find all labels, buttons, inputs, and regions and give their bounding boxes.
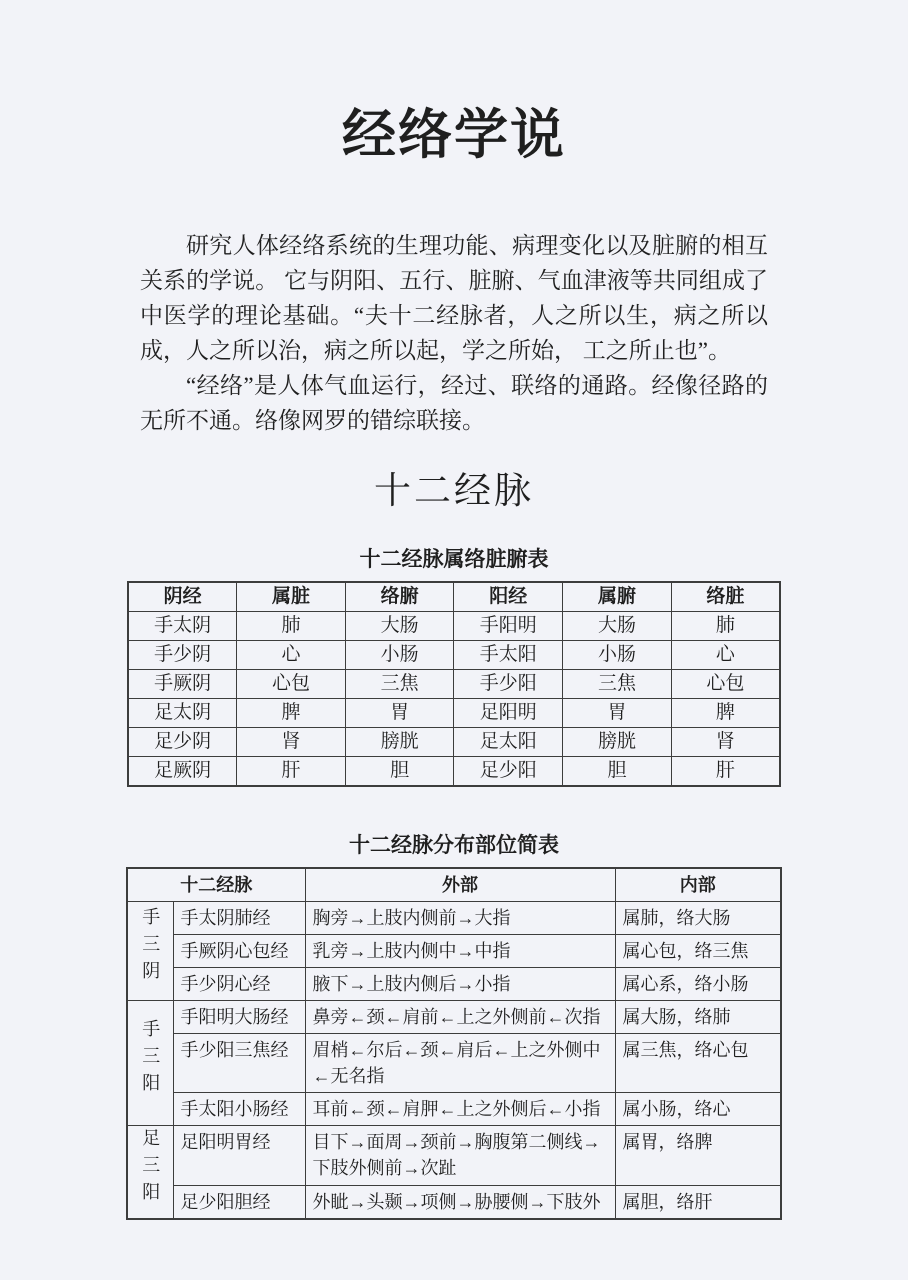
- table-cell: 足阳明: [454, 698, 563, 727]
- table-cell: 心: [237, 640, 346, 669]
- table-cell: 胃: [563, 698, 672, 727]
- table-cell: 肝: [237, 756, 346, 786]
- column-header-fu-organ: 属腑: [563, 582, 672, 612]
- table-row: [128, 669, 780, 698]
- external-path-cell: 腋下→上肢内侧后→小指: [305, 968, 615, 1001]
- group-label-hand-three-yin: 手三阴: [140, 907, 161, 989]
- meridian-name-cell: 手阳明大肠经: [173, 1001, 305, 1034]
- table-cell: 肺: [237, 611, 346, 640]
- internal-relation-cell: 属胃，络脾: [615, 1126, 781, 1186]
- table-cell: 膀胱: [563, 727, 672, 756]
- table-cell: 手少阴: [128, 640, 237, 669]
- table-row: [127, 1034, 781, 1093]
- section-heading: 十二经脉: [374, 471, 534, 513]
- table-row: [128, 698, 780, 727]
- meridian-name-cell: 手少阴心经: [173, 968, 305, 1001]
- table-header-row: [127, 868, 781, 902]
- table-row: [128, 727, 780, 756]
- table-cell: 手太阴: [128, 611, 237, 640]
- group-label-cell: [127, 902, 173, 1001]
- table-cell: 大肠: [563, 611, 672, 640]
- group-label-hand-three-yang: 手三阳: [140, 1019, 161, 1101]
- table-cell: 肾: [671, 727, 780, 756]
- table-row: [127, 1185, 781, 1219]
- table-row: [127, 1126, 781, 1186]
- external-path-cell: 眉梢←尔后←颈←肩后←上之外侧中←无名指: [305, 1034, 615, 1093]
- table-header-row: [128, 582, 780, 612]
- external-path-cell: 外眦→头颞→项侧→胁腰侧→下肢外: [305, 1185, 615, 1219]
- table-cell: 足少阳: [454, 756, 563, 786]
- column-header-external: 外部: [305, 868, 615, 902]
- table-row: [128, 756, 780, 786]
- group-label-cell: [127, 1001, 173, 1126]
- external-path-cell: 目下→面周→颈前→胸腹第二侧线→下肢外侧前→次趾: [305, 1126, 615, 1186]
- table-cell: 心包: [237, 669, 346, 698]
- table-cell: 脾: [237, 698, 346, 727]
- column-header-twelve-meridians: 十二经脉: [127, 868, 305, 902]
- table-row: [127, 902, 781, 935]
- external-path-cell: 乳旁→上肢内侧中→中指: [305, 935, 615, 968]
- meridian-organ-table-head: [128, 582, 780, 612]
- internal-relation-cell: 属心系，络小肠: [615, 968, 781, 1001]
- table-cell: 三焦: [563, 669, 672, 698]
- table-cell: 大肠: [345, 611, 454, 640]
- table-cell: 手太阳: [454, 640, 563, 669]
- meridian-organ-table-body: [128, 611, 780, 786]
- meridian-name-cell: 足少阳胆经: [173, 1185, 305, 1219]
- column-header-luo-zang: 络脏: [671, 582, 780, 612]
- table-row: [127, 968, 781, 1001]
- meridian-distribution-table-head: [127, 868, 781, 902]
- meridian-name-cell: 手厥阴心包经: [173, 935, 305, 968]
- table-row: [127, 1001, 781, 1034]
- table-row: [127, 1093, 781, 1126]
- table-cell: 心: [671, 640, 780, 669]
- meridian-name-cell: 手少阳三焦经: [173, 1034, 305, 1093]
- table-cell: 足少阴: [128, 727, 237, 756]
- column-header-yin-meridian: 阴经: [128, 582, 237, 612]
- table-row: [128, 640, 780, 669]
- group-label-foot-three-yang: 足三阳: [140, 1128, 161, 1210]
- meridian-organ-table: [127, 581, 781, 787]
- table-cell: 膀胱: [345, 727, 454, 756]
- column-header-luo-fu: 络腑: [345, 582, 454, 612]
- external-path-cell: 鼻旁←颈←肩前←上之外侧前←次指: [305, 1001, 615, 1034]
- table-cell: 小肠: [563, 640, 672, 669]
- external-path-cell: 胸旁→上肢内侧前→大指: [305, 902, 615, 935]
- meridian-name-cell: 手太阳小肠经: [173, 1093, 305, 1126]
- table-cell: 胆: [345, 756, 454, 786]
- table-cell: 小肠: [345, 640, 454, 669]
- internal-relation-cell: 属三焦，络心包: [615, 1034, 781, 1093]
- intro-paragraph-2: “经络”是人体气血运行，经过、联络的通路。经像径路的无所不通。络像网罗的错综联接。: [140, 373, 768, 434]
- intro-text: [140, 228, 768, 438]
- column-header-yang-meridian: 阳经: [454, 582, 563, 612]
- internal-relation-cell: 属小肠，络心: [615, 1093, 781, 1126]
- column-header-zang-organ: 属脏: [237, 582, 346, 612]
- group-label-cell: [127, 1126, 173, 1220]
- table1-caption: 十二经脉属络脏腑表: [359, 546, 549, 571]
- table2-caption: 十二经脉分布部位简表: [349, 832, 559, 857]
- table-cell: 足太阳: [454, 727, 563, 756]
- intro-paragraph-1: 研究人体经络系统的生理功能、病理变化以及脏腑的相互关系的学说。 它与阴阳、五行、脏腑、气血津液等共同组成了中医学的理论基础。“夫十二经脉者，人之所以生，病之所以成，人之所以治，病之所以起，学之所始， 工之所止也”。: [140, 233, 768, 364]
- internal-relation-cell: 属大肠，络肺: [615, 1001, 781, 1034]
- table-cell: 胆: [563, 756, 672, 786]
- table-cell: 三焦: [345, 669, 454, 698]
- meridian-distribution-table: [126, 867, 782, 1220]
- table-cell: 足太阴: [128, 698, 237, 727]
- table-cell: 心包: [671, 669, 780, 698]
- meridian-name-cell: 手太阴肺经: [173, 902, 305, 935]
- internal-relation-cell: 属心包，络三焦: [615, 935, 781, 968]
- table-cell: 肺: [671, 611, 780, 640]
- table-cell: 肝: [671, 756, 780, 786]
- page-title: 经络学说: [342, 105, 566, 165]
- table-cell: 足厥阴: [128, 756, 237, 786]
- table-cell: 手阳明: [454, 611, 563, 640]
- table-cell: 肾: [237, 727, 346, 756]
- internal-relation-cell: 属肺，络大肠: [615, 902, 781, 935]
- table-cell: 胃: [345, 698, 454, 727]
- table-row: [127, 935, 781, 968]
- table-cell: 脾: [671, 698, 780, 727]
- external-path-cell: 耳前←颈←肩胛←上之外侧后←小指: [305, 1093, 615, 1126]
- meridian-name-cell: 足阳明胃经: [173, 1126, 305, 1186]
- table-row: [128, 611, 780, 640]
- table-cell: 手厥阴: [128, 669, 237, 698]
- internal-relation-cell: 属胆，络肝: [615, 1185, 781, 1219]
- meridian-distribution-table-body: [127, 902, 781, 1220]
- column-header-internal: 内部: [615, 868, 781, 902]
- table-cell: 手少阳: [454, 669, 563, 698]
